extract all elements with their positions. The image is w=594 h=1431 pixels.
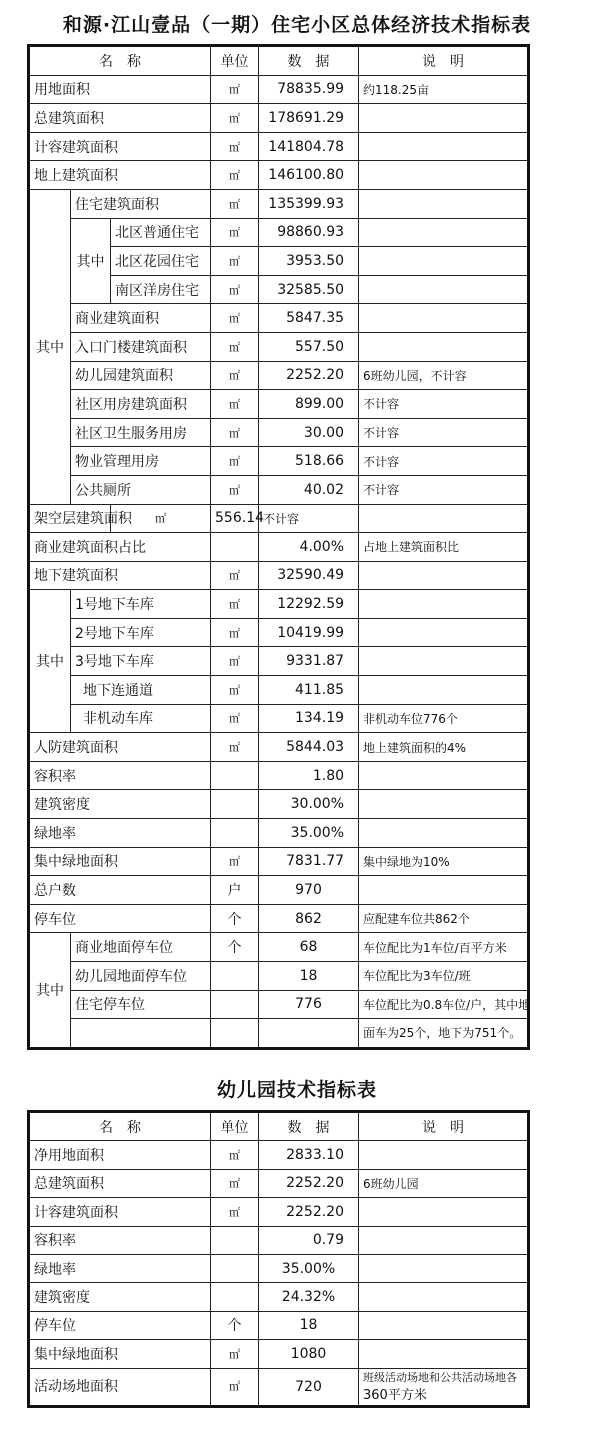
row-note: 应配建车位共862个 (359, 904, 529, 933)
row-note: 6班幼儿园，不计容 (359, 361, 529, 390)
row-value: 862 (259, 904, 359, 933)
row-label: 容积率 (29, 1226, 211, 1254)
row-value: 24.32% (259, 1283, 359, 1311)
row-label: 北区花园住宅 (111, 247, 211, 276)
row-value: 0.79 (259, 1226, 359, 1254)
row-unit: ㎡ (211, 247, 259, 276)
row-value: 7831.77 (259, 847, 359, 876)
row-label: 绿地率 (29, 1254, 211, 1282)
row-value: 2833.10 (259, 1141, 359, 1169)
row-label: 计容建筑面积 (29, 132, 211, 161)
table-row (29, 504, 529, 533)
row-unit: ㎡ (211, 676, 259, 705)
row-value: 1.80 (259, 761, 359, 790)
row-note (359, 590, 529, 619)
row-value: 2252.20 (259, 1169, 359, 1197)
row-label: 用地面积 (29, 75, 211, 104)
row-label: 商业建筑面积占比 (29, 533, 211, 562)
row-unit: ㎡ (211, 590, 259, 619)
row-value: 98860.93 (259, 218, 359, 247)
row-label: 社区卫生服务用房 (71, 418, 211, 447)
row-value: 899.00 (259, 390, 359, 419)
row-label: 计容建筑面积 (29, 1198, 211, 1226)
kindergarten-table (27, 1110, 530, 1408)
row-label: 1号地下车库 (71, 590, 211, 619)
row-unit: ㎡ (211, 418, 259, 447)
row-note (359, 1283, 529, 1311)
table2-title: 幼儿园技术指标表 (216, 1079, 377, 1101)
table-row (29, 819, 529, 848)
table-row (29, 304, 529, 333)
row-label: 集中绿地面积 (29, 847, 211, 876)
row-value: 776 (259, 990, 359, 1019)
row-label: 住宅建筑面积 (71, 189, 211, 218)
row-label: 非机动车库 (71, 704, 211, 733)
row-value: 2252.20 (259, 361, 359, 390)
table-row (29, 1141, 529, 1169)
table-row (29, 618, 529, 647)
row-value: 518.66 (259, 447, 359, 476)
row-note: 集中绿地为10% (359, 847, 529, 876)
row-unit: ㎡ (211, 475, 259, 504)
table-row (29, 533, 529, 562)
table-row (29, 761, 529, 790)
row-unit (211, 962, 259, 991)
row-unit (211, 1226, 259, 1254)
group-label: 其中 (29, 189, 71, 504)
row-note: 占地上建筑面积比 (359, 533, 529, 562)
row-note (359, 561, 529, 590)
row-unit: ㎡ (211, 1340, 259, 1368)
table-row (29, 475, 529, 504)
row-note (359, 1311, 529, 1339)
table-row (29, 418, 529, 447)
table-row (29, 1198, 529, 1226)
row-label: 绿地率 (29, 819, 211, 848)
table-row (29, 1226, 529, 1254)
row-value: 1080 (259, 1340, 359, 1368)
row-value: 141804.78 (259, 132, 359, 161)
indicator-table (27, 44, 530, 1050)
row-unit (211, 1283, 259, 1311)
table-row (29, 676, 529, 705)
row-value: 35.00% (259, 1254, 359, 1282)
group-label: 其中 (29, 590, 71, 733)
row-label: 社区用房建筑面积 (71, 390, 211, 419)
row-note (359, 247, 529, 276)
row-value: 78835.99 (259, 75, 359, 104)
row-label: 停车位 (29, 1311, 211, 1339)
table-row (29, 1169, 529, 1197)
table-row (29, 218, 529, 247)
header-value: 数 据 (259, 46, 359, 76)
row-unit (211, 533, 259, 562)
header-unit: 单位 (211, 1112, 259, 1141)
row-label: 集中绿地面积 (29, 1340, 211, 1368)
row-unit: 户 (211, 876, 259, 905)
table-row (29, 104, 529, 133)
row-unit (211, 1019, 259, 1049)
row-note: 车位配比为0.8车位/户，其中地 (359, 990, 529, 1019)
row-label: 3号地下车库 (71, 647, 211, 676)
table-row (29, 332, 529, 361)
row-note (359, 1141, 529, 1169)
row-value: 10419.99 (259, 618, 359, 647)
row-value: 720 (259, 1368, 359, 1406)
row-unit: ㎡ (211, 561, 259, 590)
row-note: 6班幼儿园 (359, 1169, 529, 1197)
row-value: 2252.20 (259, 1198, 359, 1226)
row-value: 970 (259, 876, 359, 905)
row-unit (211, 819, 259, 848)
table-row (29, 1368, 529, 1406)
row-value: 32590.49 (259, 561, 359, 590)
row-label: 住宅停车位 (71, 990, 211, 1019)
row-unit (211, 761, 259, 790)
row-unit: ㎡ (211, 361, 259, 390)
row-unit: ㎡ (211, 618, 259, 647)
row-label: 建筑密度 (29, 1283, 211, 1311)
row-value: 178691.29 (259, 104, 359, 133)
note-line-2: 360平方米 (363, 1387, 427, 1403)
table-row (29, 847, 529, 876)
group-label: 其中 (29, 933, 71, 1048)
row-label: 地下连通道 (71, 676, 211, 705)
row-value: 134.19 (259, 704, 359, 733)
header-unit: 单位 (211, 46, 259, 76)
row-value: 12292.59 (259, 590, 359, 619)
row-value: 32585.50 (259, 275, 359, 304)
table-row (29, 1340, 529, 1368)
row-note (359, 819, 529, 848)
row-note (359, 618, 529, 647)
row-unit: ㎡ (211, 189, 259, 218)
header-note: 说 明 (359, 1112, 529, 1141)
note-line-1: 班级活动场地和公共活动场地各 (363, 1370, 517, 1384)
table-row (29, 132, 529, 161)
row-note (359, 1226, 529, 1254)
row-value: 5844.03 (259, 733, 359, 762)
row-note (359, 132, 529, 161)
table-row (29, 933, 529, 962)
table-row (29, 733, 529, 762)
table-row (29, 876, 529, 905)
table-row (29, 1254, 529, 1282)
row-note: 地上建筑面积的4% (359, 733, 529, 762)
row-note: 不计容 (359, 418, 529, 447)
table-row (29, 590, 529, 619)
header-note: 说 明 (359, 46, 529, 76)
row-unit: ㎡ (211, 1198, 259, 1226)
table-row (29, 1311, 529, 1339)
row-note: 不计容 (359, 390, 529, 419)
table-row (29, 447, 529, 476)
row-note: 不计容 (259, 504, 359, 533)
row-note (359, 218, 529, 247)
table-row (29, 1019, 529, 1049)
header-value: 数 据 (259, 1112, 359, 1141)
row-note (359, 876, 529, 905)
table-row (29, 790, 529, 819)
row-unit: ㎡ (211, 132, 259, 161)
table-header-row (29, 46, 529, 76)
row-value: 30.00% (259, 790, 359, 819)
row-label: 南区洋房住宅 (111, 275, 211, 304)
table-row (29, 189, 529, 218)
row-note (359, 275, 529, 304)
row-label: 停车位 (29, 904, 211, 933)
row-value: 5847.35 (259, 304, 359, 333)
row-label: 人防建筑面积 (29, 733, 211, 762)
row-unit: ㎡ (211, 161, 259, 190)
row-label: 建筑密度 (29, 790, 211, 819)
row-unit: ㎡ (211, 75, 259, 104)
row-value: 40.02 (259, 475, 359, 504)
row-label: 总户数 (29, 876, 211, 905)
table-row (29, 561, 529, 590)
row-note (359, 1198, 529, 1226)
row-note (359, 676, 529, 705)
table-row (29, 647, 529, 676)
row-label: 公共厕所 (71, 475, 211, 504)
row-note (359, 104, 529, 133)
row-note: 车位配比为1车位/百平方米 (359, 933, 529, 962)
row-label: 幼儿园地面停车位 (71, 962, 211, 991)
row-value: 556.14 (211, 504, 259, 533)
group-label: 其中 (71, 218, 111, 304)
header-name: 名 称 (29, 1112, 211, 1141)
row-value: 4.00% (259, 533, 359, 562)
row-value: 68 (259, 933, 359, 962)
row-unit: 个 (211, 1311, 259, 1339)
row-label: 地下建筑面积 (29, 561, 211, 590)
row-unit: ㎡ (211, 1141, 259, 1169)
row-label: 活动场地面积 (29, 1368, 211, 1406)
row-unit: ㎡ (211, 1368, 259, 1406)
row-unit: ㎡ (211, 390, 259, 419)
row-label: 物业管理用房 (71, 447, 211, 476)
row-unit: ㎡ (211, 104, 259, 133)
row-value: 3953.50 (259, 247, 359, 276)
row-unit: ㎡ (211, 733, 259, 762)
row-unit: ㎡ (111, 504, 211, 533)
row-label: 商业地面停车位 (71, 933, 211, 962)
row-unit: ㎡ (211, 704, 259, 733)
row-unit: ㎡ (211, 332, 259, 361)
row-label: 地上建筑面积 (29, 161, 211, 190)
row-unit: 个 (211, 904, 259, 933)
row-unit: ㎡ (211, 847, 259, 876)
row-unit: ㎡ (211, 1169, 259, 1197)
row-value: 18 (259, 962, 359, 991)
row-note (359, 761, 529, 790)
row-value: 411.85 (259, 676, 359, 705)
row-note (359, 332, 529, 361)
row-note (359, 1340, 529, 1368)
row-note: 车位配比为3车位/班 (359, 962, 529, 991)
row-note (359, 647, 529, 676)
row-note (359, 790, 529, 819)
row-unit: 个 (211, 933, 259, 962)
row-value: 35.00% (259, 819, 359, 848)
row-value: 557.50 (259, 332, 359, 361)
row-label: 总建筑面积 (29, 104, 211, 133)
row-unit: ㎡ (211, 647, 259, 676)
row-note (359, 1368, 529, 1406)
table-row (29, 1283, 529, 1311)
header-name: 名 称 (29, 46, 211, 76)
row-unit: ㎡ (211, 275, 259, 304)
row-label: 商业建筑面积 (71, 304, 211, 333)
row-label: 北区普通住宅 (111, 218, 211, 247)
row-value: 30.00 (259, 418, 359, 447)
row-note: 不计容 (359, 475, 529, 504)
row-note (359, 1254, 529, 1282)
table-row (29, 962, 529, 991)
row-label: 架空层建筑面积 (29, 504, 111, 533)
row-value (259, 1019, 359, 1049)
row-value: 135399.93 (259, 189, 359, 218)
row-label: 容积率 (29, 761, 211, 790)
row-unit: ㎡ (211, 304, 259, 333)
row-unit: ㎡ (211, 218, 259, 247)
row-unit (211, 790, 259, 819)
table-row (29, 390, 529, 419)
row-label: 总建筑面积 (29, 1169, 211, 1197)
row-value: 18 (259, 1311, 359, 1339)
table-row (29, 75, 529, 104)
row-note (359, 161, 529, 190)
table-row (29, 361, 529, 390)
row-note (359, 304, 529, 333)
row-note: 非机动车位776个 (359, 704, 529, 733)
table1-title: 和源·江山壹品（一期）住宅小区总体经济技术指标表 (62, 14, 532, 36)
row-value: 146100.80 (259, 161, 359, 190)
row-note: 约118.25亩 (359, 75, 529, 104)
row-note (359, 189, 529, 218)
table-row (29, 161, 529, 190)
table-header-row (29, 1112, 529, 1141)
table-row (29, 904, 529, 933)
row-label: 净用地面积 (29, 1141, 211, 1169)
row-unit (211, 990, 259, 1019)
row-label (71, 1019, 211, 1049)
row-note: 面车为25个，地下为751个。 (359, 1019, 529, 1049)
row-value: 9331.87 (259, 647, 359, 676)
row-unit: ㎡ (211, 447, 259, 476)
table-row (29, 704, 529, 733)
row-unit (211, 1254, 259, 1282)
row-label: 幼儿园建筑面积 (71, 361, 211, 390)
row-label: 2号地下车库 (71, 618, 211, 647)
row-label: 入口门楼建筑面积 (71, 332, 211, 361)
row-note: 不计容 (359, 447, 529, 476)
table-row (29, 990, 529, 1019)
